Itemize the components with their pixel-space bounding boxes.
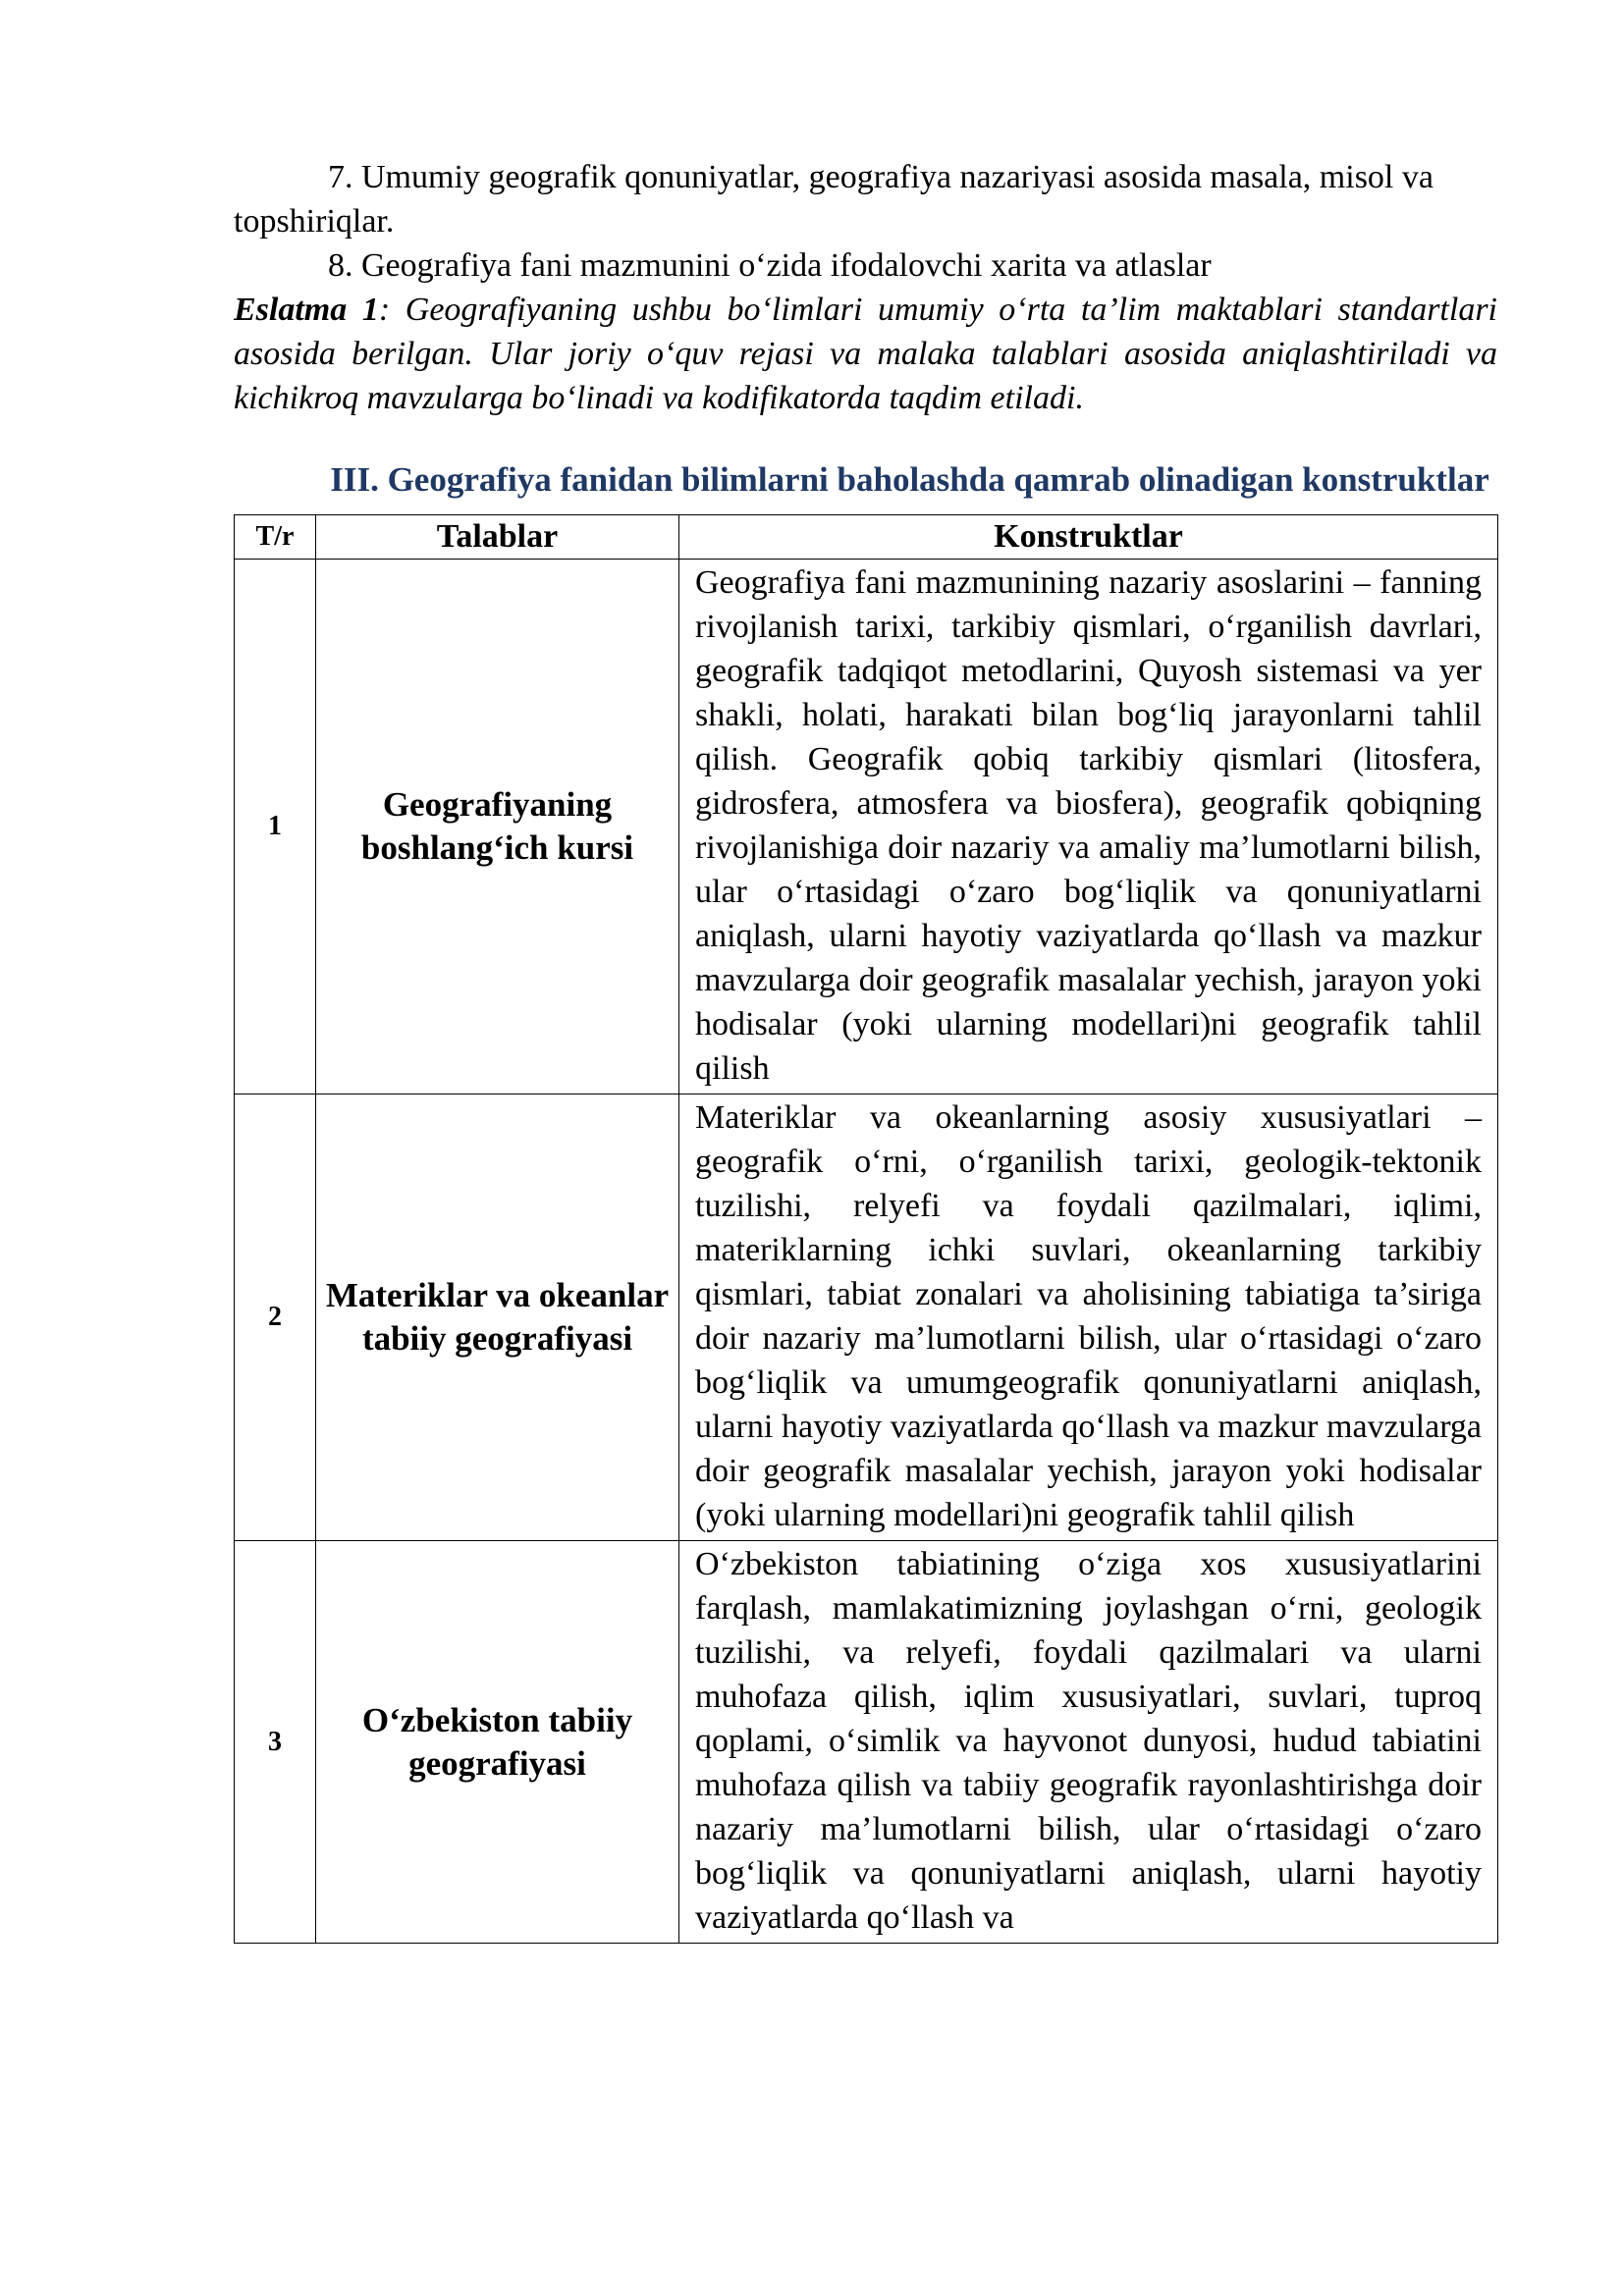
list-item-8: 8. Geografiya fani mazmunini o‘zida ifodalovchi xarita va atlaslar	[328, 247, 1212, 284]
header-talablar: Talablar	[316, 515, 679, 560]
row-number: 2	[235, 1095, 316, 1541]
requirement-cell: Materiklar va okeanlar tabiiy geografiyasi	[316, 1095, 679, 1541]
requirement-cell: O‘zbekiston tabiiy geografiyasi	[316, 1541, 679, 1944]
construct-text: Materiklar va okeanlarning asosiy xususiyatlari – geografik o‘rni, o‘rganilish tarixi, geologik-tektonik tuzilishi, relyefi va foydali qazilmalari, iqlimi, materiklarning ichki suvlari, okeanlarning tarkibiy qismlari, tabiat zonalari va aholisining tabiatiga ta’siriga doir nazariy ma’lumotlarni bilish, ular o‘rtasidagi o‘zaro bog‘liqlik va umumgeografik qonuniyatlarni aniqlash, ularni hayotiy vaziyatlarda qo‘llash va mazkur mavzularga doir geografik masalalar yechish, jarayon yoki hodisalar (yoki ularning modellari)ni geografik tahlil qilish	[695, 1099, 1482, 1533]
document-page	[234, 155, 1497, 1944]
note-label: Eslatma 1	[234, 292, 379, 328]
construct-cell	[679, 1541, 1498, 1944]
construct-cell	[679, 560, 1498, 1095]
construct-cell	[679, 1095, 1498, 1541]
header-tr: T/r	[235, 515, 316, 560]
constructs-table	[234, 514, 1498, 1944]
table-row	[235, 1095, 1498, 1541]
table-header-row	[235, 515, 1498, 560]
note-text: : Geografiyaning ushbu bo‘limlari umumiy o‘rta ta’lim maktablari standartlari asosida berilgan. Ular joriy o‘quv rejasi va malaka talablari asosida aniqlashtiriladi va kichikroq mavzularga bo‘linadi va kodifikatorda taqdim etiladi.	[234, 292, 1497, 416]
table-row	[235, 1541, 1498, 1944]
construct-text: Geografiya fani mazmunining nazariy asoslarini – fanning rivojlanish tarixi, tarkibiy qismlari, o‘rganilish davrlari, geografik tadqiqot metodlarini, Quyosh sistemasi va yer shakli, holati, harakati bilan bog‘liq jarayonlarni tahlil qilish. Geografik qobiq tarkibiy qismlari (litosfera, gidrosfera, atmosfera va biosfera), geografik qobiqning rivojlanishiga doir nazariy va amaliy ma’lumotlarni bilish, ular o‘rtasidagi o‘zaro bog‘liqlik va qonuniyatlarni aniqlash, ularni hayotiy vaziyatlarda qo‘llash va mazkur mavzularga doir geografik masalalar yechish, jarayon yoki hodisalar (yoki ularning modellari)ni geografik tahlil qilish	[695, 564, 1482, 1087]
header-konstruktlar: Konstruktlar	[679, 515, 1498, 560]
section-title: III. Geografiya fanidan bilimlarni baholashda qamrab olinadigan konstruktlar	[330, 460, 1489, 499]
construct-text: O‘zbekiston tabiatining o‘ziga xos xususiyatlarini farqlash, mamlakatimizning joylashgan o‘rni, geologik tuzilishi, va relyefi, foydali qazilmalari va ularni muhofaza qilish, iqlim xususiyatlari, suvlari, tuproq qoplami, o‘simlik va hayvonot dunyosi, hudud tabiatini muhofaza qilish va tabiiy geografik rayonlashtirishga doir nazariy ma’lumotlarni bilish, ular o‘rtasidagi o‘zaro bog‘liqlik va qonuniyatlarni aniqlash, ularni hayotiy vaziyatlarda qo‘llash va	[695, 1546, 1482, 1936]
note-paragraph	[234, 288, 1497, 420]
row-number: 1	[235, 560, 316, 1095]
row-number: 3	[235, 1541, 316, 1944]
table-row	[235, 560, 1498, 1095]
requirement-cell: Geografiyaning boshlang‘ich kursi	[316, 560, 679, 1095]
list-item-7: 7. Umumiy geografik qonuniyatlar, geografiya nazariyasi asosida masala, misol va topshiriqlar.	[234, 159, 1434, 240]
